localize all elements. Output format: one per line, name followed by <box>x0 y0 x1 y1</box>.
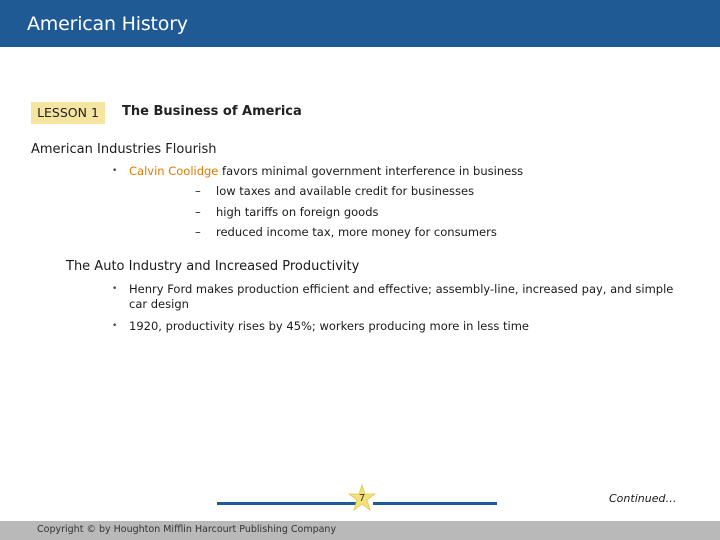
section-title-auto: The Auto Industry and Increased Productivity <box>66 259 360 274</box>
footer-divider-left <box>217 502 358 505</box>
bullet-icon: • <box>112 284 118 294</box>
section-title-industries: American Industries Flourish <box>31 142 217 157</box>
dash-icon: – <box>195 225 201 239</box>
bullet-productivity: 1920, productivity rises by 45%; workers producing more in less time <box>129 319 529 333</box>
bullet-icon: • <box>112 321 118 331</box>
dash-icon: – <box>195 205 201 219</box>
bullet-ford-line1: Henry Ford makes production efficient and effective; assembly-line, increased pay, and simple <box>129 282 674 296</box>
copyright-text: Copyright © by Houghton Mifflin Harcourt Publishing Company <box>37 524 337 535</box>
bullet-ford-line2: car design <box>129 297 189 311</box>
header-bar <box>0 0 720 47</box>
lesson-badge: LESSON 1 <box>31 102 105 124</box>
coolidge-highlight: Calvin Coolidge <box>129 164 219 178</box>
subitem-tariffs: high tariffs on foreign goods <box>216 205 379 219</box>
footer-divider-right <box>373 502 497 505</box>
lesson-title: The Business of America <box>122 104 302 119</box>
coolidge-text: favors minimal government interference in business <box>218 164 524 178</box>
subitem-income-tax: reduced income tax, more money for consumers <box>216 225 497 239</box>
bullet-icon: • <box>112 166 118 176</box>
course-title: American History <box>27 13 188 35</box>
page-number: 7 <box>358 493 366 504</box>
continued-label: Continued… <box>609 492 677 505</box>
dash-icon: – <box>195 184 201 198</box>
subitem-taxes: low taxes and available credit for businesses <box>216 184 475 198</box>
bullet-coolidge <box>129 164 523 178</box>
